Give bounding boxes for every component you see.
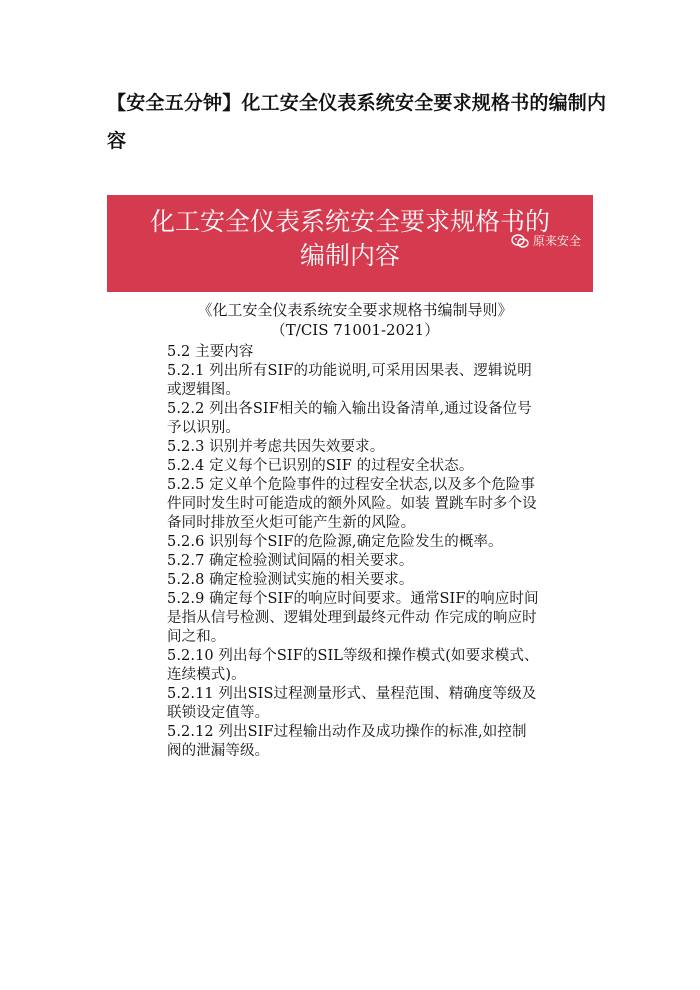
clause-item: 5.2.1 列出所有SIF的功能说明,可采用因果表、逻辑说明或逻辑图。 bbox=[167, 363, 532, 398]
clause-item: 5.2.10 列出每个SIF的SIL等级和操作模式(如要求模式、连续模式)。 bbox=[167, 648, 539, 683]
clause-item: 5.2.3 识别并考虑共因失效要求。 bbox=[167, 439, 385, 455]
clause-item: 5.2.8 确定检验测试实施的相关要求。 bbox=[167, 572, 414, 588]
clause-item: 5.2.5 定义单个危险事件的过程安全状态,以及多个危险事件同时发生时可能造成的额外风险。如装 置跳车时多个设备同时排放至火炬可能产生新的风险。 bbox=[167, 477, 537, 531]
clause-item: 5.2.12 列出SIF过程输出动作及成功操作的标准,如控制阀的泄漏等级。 bbox=[167, 724, 527, 759]
banner-title-line-1: 化工安全仪表系统安全要求规格书的 bbox=[149, 207, 550, 236]
clause-item: 5.2.9 确定每个SIF的响应时间要求。通常SIF的响应时间是指从信号检测、逻辑处理到最终元件动 作完成的响应时间之和。 bbox=[167, 591, 539, 645]
brand-name: 原来安全 bbox=[532, 234, 581, 248]
header-banner bbox=[107, 195, 593, 292]
banner-title-line-2: 编制内容 bbox=[299, 241, 400, 270]
clause-item: 5.2.4 定义每个已识别的SIF 的过程安全状态。 bbox=[167, 458, 474, 474]
wechat-icon bbox=[511, 234, 529, 248]
standard-name: 《化工安全仪表系统安全要求规格书编制导则》 bbox=[197, 301, 513, 319]
brand-watermark bbox=[511, 232, 581, 249]
clause-item: 5.2.7 确定检验测试间隔的相关要求。 bbox=[167, 553, 414, 569]
clause-item: 5.2.11 列出SIS过程测量形式、量程范围、精确度等级及联锁设定值等。 bbox=[167, 686, 537, 721]
clause-list bbox=[167, 343, 539, 761]
clause-item: 5.2.6 识别每个SIF的危险源,确定危险发生的概率。 bbox=[167, 534, 503, 550]
clause-item: 5.2 主要内容 bbox=[167, 344, 254, 360]
document-body bbox=[0, 300, 700, 759]
clause-item: 5.2.2 列出各SIF相关的输入输出设备清单,通过设备位号予以识别。 bbox=[167, 401, 532, 436]
document-title: 【安全五分钟】化工安全仪表系统安全要求规格书的编制内容 bbox=[107, 92, 607, 152]
standard-code: （T/CIS 71001-2021） bbox=[270, 321, 440, 339]
